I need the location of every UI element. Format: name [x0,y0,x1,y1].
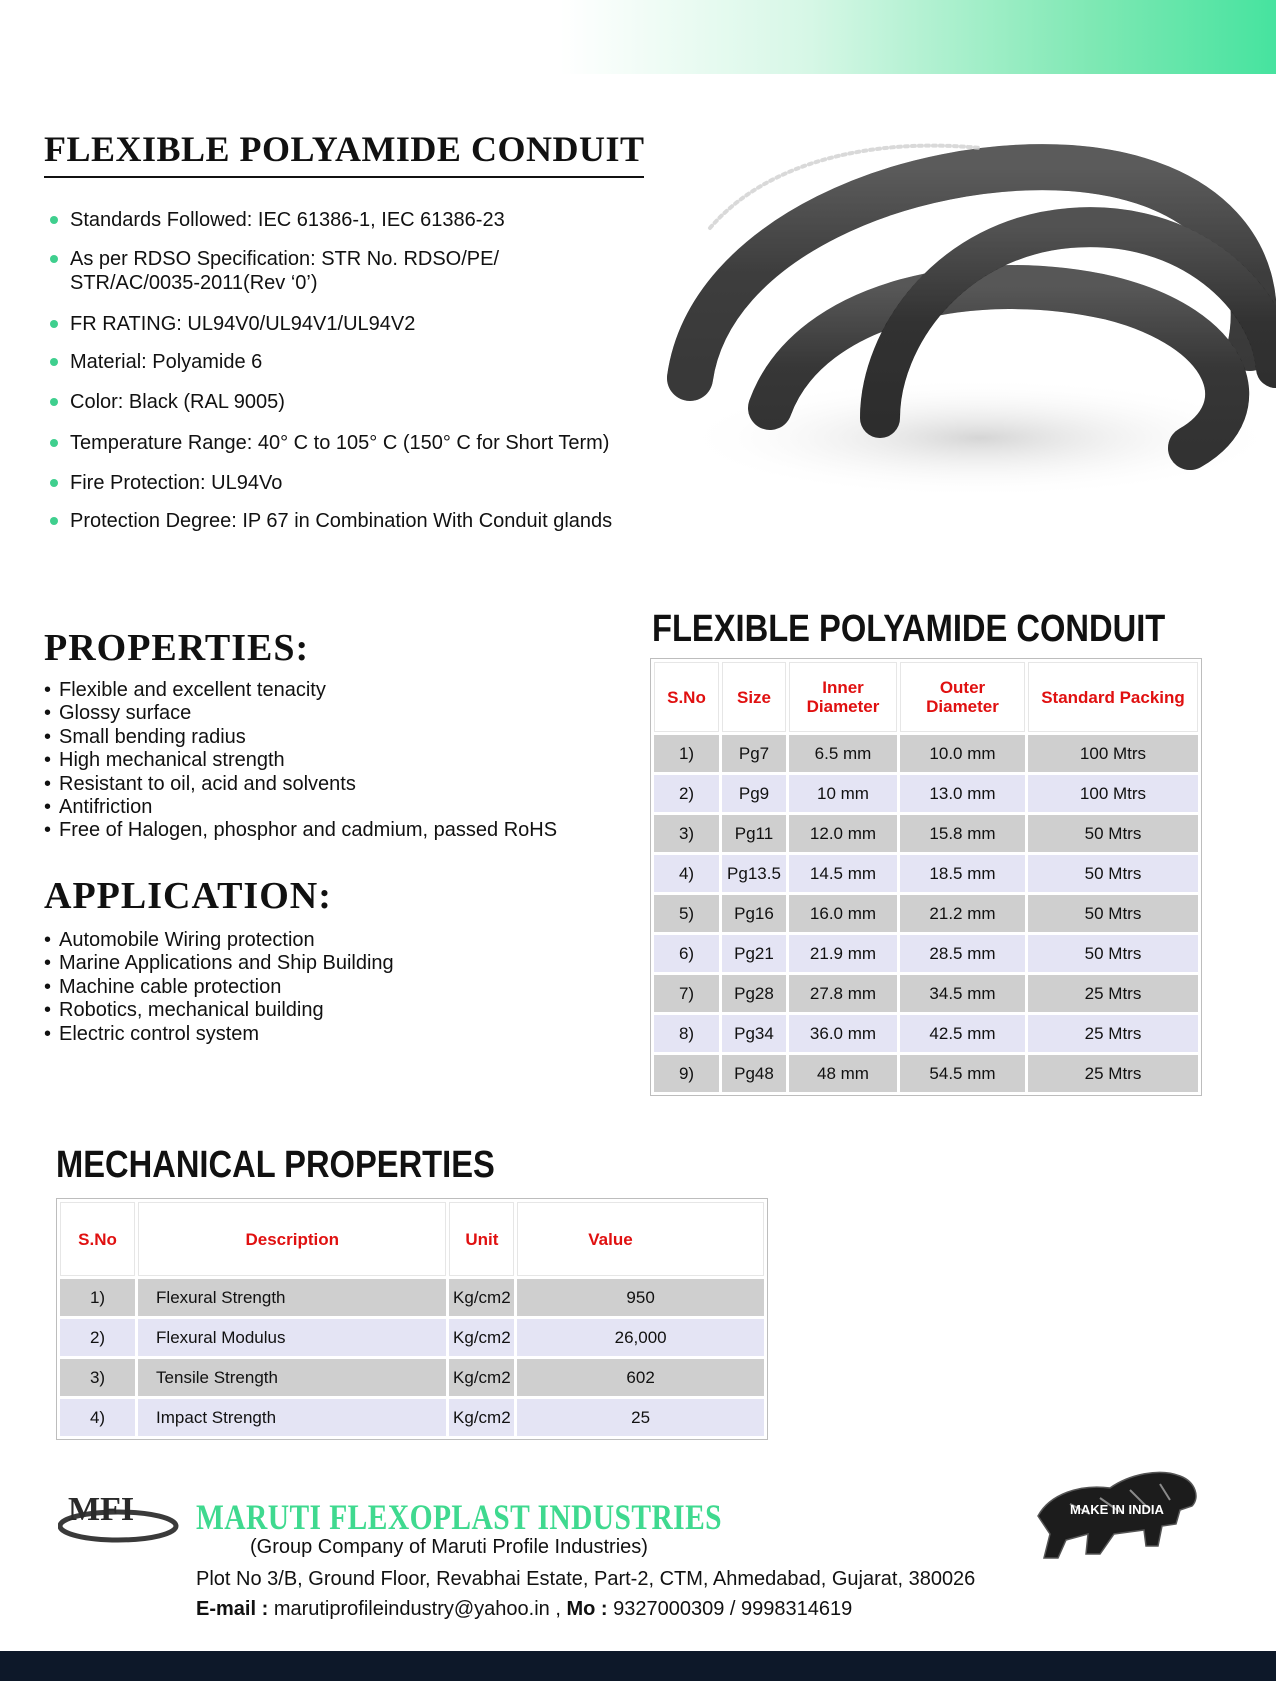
table-cell: 36.0 mm [789,1015,897,1052]
table-cell: 10 mm [789,775,897,812]
table-cell: Kg/cm2 [449,1319,514,1356]
table-cell: Pg11 [722,815,786,852]
table-cell: 16.0 mm [789,895,897,932]
table-row [654,775,1198,812]
email-link[interactable]: marutiprofileindustry@yahoo.in [273,1598,550,1620]
company-contact: E-mail : marutiprofileindustry@yahoo.in , Mo : 9327000309 / 9998314619 [196,1598,853,1620]
table-cell: 15.8 mm [900,815,1025,852]
table-cell: 25 Mtrs [1028,975,1198,1012]
table-row [654,855,1198,892]
list-item: • Automobile Wiring protection [44,929,394,952]
table-cell: 1) [654,735,719,772]
table-cell: 50 Mtrs [1028,895,1198,932]
application-heading: APPLICATION: [44,875,332,917]
table-cell: Tensile Strength [138,1359,446,1396]
list-item: As per RDSO Specification: STR No. RDSO/PE/ STR/AC/0035-2011(Rev ‘0’) [48,247,612,295]
properties-list [44,679,557,843]
table-cell: 3) [60,1359,135,1396]
table-cell: 4) [60,1399,135,1436]
table-cell: 6.5 mm [789,735,897,772]
page-title: FLEXIBLE POLYAMIDE CONDUIT [44,128,644,178]
table-cell: Pg48 [722,1055,786,1092]
table-row [60,1359,764,1396]
svg-text:MFI: MFI [68,1491,135,1528]
list-item: • Flexible and excellent tenacity [44,679,557,702]
list-item: Color: Black (RAL 9005) [48,390,612,414]
list-item: Material: Polyamide 6 [48,350,612,374]
table-row [60,1399,764,1436]
mobile-number: 9327000309 / 9998314619 [613,1598,853,1620]
table-cell: Pg9 [722,775,786,812]
table-cell: 6) [654,935,719,972]
col-header-description: Description [138,1202,446,1276]
table-cell: Pg7 [722,735,786,772]
list-item: • Robotics, mechanical building [44,999,394,1022]
company-name: MARUTI FLEXOPLAST INDUSTRIES [196,1497,723,1537]
table-cell: 25 [517,1399,764,1436]
table-cell: 12.0 mm [789,815,897,852]
table-cell: 50 Mtrs [1028,815,1198,852]
table-cell: 602 [517,1359,764,1396]
properties-heading: PROPERTIES: [44,627,310,669]
table-header-row [654,662,1198,732]
table-row [654,975,1198,1012]
list-item: FR RATING: UL94V0/UL94V1/UL94V2 [48,312,612,336]
mobile-label: Mo : [566,1598,608,1620]
svg-text:MAKE IN INDIA: MAKE IN INDIA [1070,1502,1164,1517]
table-cell: Kg/cm2 [449,1399,514,1436]
table-row [654,935,1198,972]
table-cell: Kg/cm2 [449,1359,514,1396]
table-cell: 50 Mtrs [1028,935,1198,972]
col-header-unit: Unit [449,1202,514,1276]
table-cell: Pg13.5 [722,855,786,892]
table-cell: 28.5 mm [900,935,1025,972]
table-cell: 2) [654,775,719,812]
list-item: Protection Degree: IP 67 in Combination With Conduit glands [48,509,612,533]
col-header-inner-diameter: Inner Diameter [789,662,897,732]
list-item: • Machine cable protection [44,976,394,999]
table-cell: 9) [654,1055,719,1092]
table-row [654,815,1198,852]
table-cell: 1) [60,1279,135,1316]
table-row [654,735,1198,772]
mechanical-properties-table [56,1198,768,1440]
table-cell: 54.5 mm [900,1055,1025,1092]
make-in-india-lion-icon [1030,1454,1202,1564]
conduit-size-table [650,658,1202,1096]
table-cell: Pg16 [722,895,786,932]
table-cell: 21.9 mm [789,935,897,972]
table-header-row [60,1202,764,1276]
table-cell: Pg21 [722,935,786,972]
standards-list [48,208,612,533]
list-item: • Electric control system [44,1023,394,1046]
table-cell: 14.5 mm [789,855,897,892]
list-item: • Glossy surface [44,702,557,725]
top-gradient-band [560,0,1276,74]
table-cell: Kg/cm2 [449,1279,514,1316]
list-item: • Antifriction [44,796,557,819]
table-cell: 48 mm [789,1055,897,1092]
col-header-sno: S.No [654,662,719,732]
conduit-product-image [650,118,1276,498]
conduit-table-title: FLEXIBLE POLYAMIDE CONDUIT [652,608,1166,650]
table-cell: 950 [517,1279,764,1316]
company-subtitle: (Group Company of Maruti Profile Industries) [250,1536,648,1558]
table-cell: 10.0 mm [900,735,1025,772]
list-item: • Small bending radius [44,726,557,749]
table-cell: 3) [654,815,719,852]
table-cell: 27.8 mm [789,975,897,1012]
table-cell: Pg34 [722,1015,786,1052]
col-header-standard-packing: Standard Packing [1028,662,1198,732]
footer-bar [0,1651,1276,1681]
mfi-logo [58,1486,184,1546]
table-cell: 50 Mtrs [1028,855,1198,892]
table-cell: 25 Mtrs [1028,1015,1198,1052]
application-list [44,929,394,1046]
table-row [60,1279,764,1316]
col-header-outer-diameter: Outer Diameter [900,662,1025,732]
table-row [654,1015,1198,1052]
table-row [654,1055,1198,1092]
list-item: • Free of Halogen, phosphor and cadmium, passed RoHS [44,819,557,842]
table-cell: 4) [654,855,719,892]
email-label: E-mail : [196,1598,269,1620]
list-item: • Resistant to oil, acid and solvents [44,773,557,796]
table-cell: 26,000 [517,1319,764,1356]
table-cell: 8) [654,1015,719,1052]
table-cell: 42.5 mm [900,1015,1025,1052]
table-row [654,895,1198,932]
col-header-value: Value [517,1202,764,1276]
table-cell: 100 Mtrs [1028,735,1198,772]
table-cell: 25 Mtrs [1028,1055,1198,1092]
list-item: • Marine Applications and Ship Building [44,952,394,975]
table-cell: Flexural Strength [138,1279,446,1316]
table-cell: Pg28 [722,975,786,1012]
list-item: • High mechanical strength [44,749,557,772]
table-cell: 7) [654,975,719,1012]
table-cell: 100 Mtrs [1028,775,1198,812]
table-cell: 5) [654,895,719,932]
table-row [60,1319,764,1356]
table-cell: 13.0 mm [900,775,1025,812]
mechanical-properties-title: MECHANICAL PROPERTIES [56,1144,495,1186]
table-cell: 21.2 mm [900,895,1025,932]
col-header-sno: S.No [60,1202,135,1276]
table-cell: 18.5 mm [900,855,1025,892]
list-item: Fire Protection: UL94Vo [48,471,612,495]
table-cell: 2) [60,1319,135,1356]
company-address: Plot No 3/B, Ground Floor, Revabhai Estate, Part-2, CTM, Ahmedabad, Gujarat, 380026 [196,1568,976,1590]
col-header-size: Size [722,662,786,732]
table-cell: 34.5 mm [900,975,1025,1012]
table-cell: Impact Strength [138,1399,446,1436]
list-item: Temperature Range: 40° C to 105° C (150° C for Short Term) [48,431,612,455]
table-cell: Flexural Modulus [138,1319,446,1356]
list-item: Standards Followed: IEC 61386-1, IEC 61386-23 [48,208,612,232]
